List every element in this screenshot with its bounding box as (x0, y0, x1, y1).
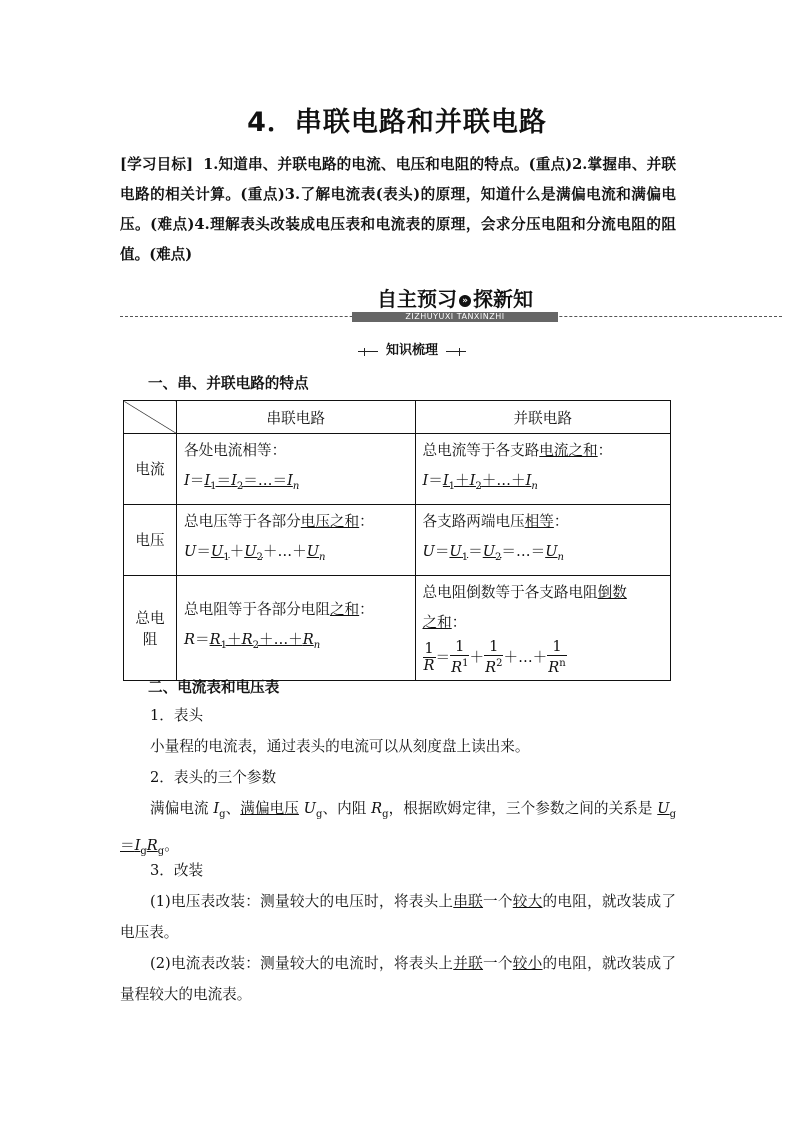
sub-heading-2: 2．表头的三个参数 (150, 769, 277, 786)
paragraph-2: 满偏电流 $I_g$、满偏电压 $U_g$、内阻 $R_g$，根据欧姆定律，三个参数之间的关系是 $U_g=I_gR_g$。 (120, 800, 676, 857)
cell-series-resistance (177, 575, 416, 680)
banner-tick-right (459, 348, 460, 356)
section-banner (120, 286, 782, 326)
series-res-text-b: ： (359, 600, 374, 618)
cell-parallel-current (415, 434, 671, 505)
section-heading-1: 一、串、并联电路的特点 (148, 375, 309, 392)
paragraph-4 (120, 948, 676, 1010)
series-res-text-u: 之和 (329, 600, 360, 618)
series-voltage-text-a: 总电压等于各部分 (184, 512, 301, 530)
parallel-res-formula: $\frac{1}{R}$ ＝ $\frac{1}{R^1}$ ＋ $\frac{1}{R^2}$ ＋…＋ $\frac{1}{R^n}$ (423, 638, 566, 677)
parallel-current-text (423, 436, 664, 466)
series-voltage-text (184, 507, 408, 537)
circuit-table (123, 400, 671, 681)
parallel-voltage-formula: $U=U_1=U_2=\dots=U_n$ (422, 542, 564, 563)
p2-a: 满偏电流 (150, 800, 209, 817)
goals-tag: [学习目标] (120, 156, 194, 173)
col-header-parallel: 并联电路 (415, 401, 671, 434)
parallel-res-text-u2: 之和 (422, 613, 452, 631)
p2-c: 、内阻 (322, 800, 367, 817)
series-voltage-text-b: ： (359, 512, 374, 530)
parallel-res-text-a: 总电阻倒数等于各支路电阻 (422, 583, 598, 601)
cell-parallel-voltage (415, 504, 671, 575)
series-current-formula: $I=I_1=I_2=\dots=I_n$ (184, 472, 300, 492)
table-row-voltage (124, 504, 671, 575)
table-row-current (124, 434, 671, 505)
p4-u1: 并联 (453, 955, 484, 972)
parallel-voltage-text-b: ： (553, 512, 569, 530)
series-voltage-text-u: 电压之和 (300, 512, 360, 530)
parallel-voltage-text (423, 507, 664, 537)
section-heading-2: 二、电流表和电压表 (148, 679, 280, 696)
goals-text: 1.知道串、并联电路的电流、电压和电阻的特点。(重点)2.掌握串、并联电路的相关计算。(重点)3.了解电流表(表头)的原理，知道什么是满偏电流和满偏电压。(难点)4.理解表头改装成电压表和电流表的原理，会求分压电阻和分流电阻的阻值。(难点) (120, 156, 676, 263)
banner-tick-left (364, 348, 365, 356)
p3-u2: 较大 (512, 893, 543, 910)
parallel-current-text-a: 总电流等于各支路 (422, 442, 540, 459)
paragraph-3 (120, 886, 676, 948)
p4-b: 一个 (483, 955, 513, 972)
parallel-voltage-text-u: 相等 (524, 512, 554, 530)
parallel-current-text-u: 电流之和 (539, 442, 598, 459)
fraction: $\frac{1}{R^1}$ (451, 638, 469, 677)
series-res-formula: $R=R_1+R_2+\dots+R_n$ (184, 630, 321, 651)
p4-a: (2)电流表改装：测量较大的电流时，将表头上 (150, 955, 454, 972)
parallel-current-text-b: ： (597, 442, 613, 459)
table-header-row (124, 401, 671, 434)
banner-arrow-icon: » (459, 295, 471, 307)
parallel-voltage-text-a: 各支路两端电压 (422, 512, 525, 530)
parallel-res-text-2 (423, 608, 664, 638)
parallel-res-text-u1: 倒数 (597, 583, 627, 601)
p3-b: 一个 (483, 893, 513, 910)
row-header-resistance (124, 575, 177, 680)
p3-c: 的电阻，就改装成了电压表。 (120, 893, 676, 941)
banner-left-text: 自主预习 (377, 287, 457, 311)
knowledge-banner (358, 341, 466, 361)
row-header-current: 电流 (124, 434, 177, 505)
series-res-text-a: 总电阻等于各部分电阻 (184, 600, 330, 618)
paragraph-1: 小量程的电流表，通过表头的电流可以从刻度盘上读出来。 (150, 738, 530, 755)
learning-goals (120, 150, 676, 270)
fraction: $\frac{1}{R}$ (423, 640, 435, 675)
page-title: 4．串联电路和并联电路 (247, 107, 547, 138)
banner-title (360, 286, 550, 312)
cell-series-current (177, 434, 416, 505)
p2-b: 、 (225, 800, 241, 817)
p2-e: 。 (164, 836, 179, 854)
sub-heading-3: 3．改装 (150, 862, 204, 879)
sub-heading-1: 1．表头 (150, 707, 204, 724)
p2-d: ，根据欧姆定律，三个参数之间的关系是 (388, 800, 653, 817)
p2-u: 满偏电压 (240, 800, 299, 817)
row-header-voltage: 电压 (124, 504, 177, 575)
row-header-resistance-b: 阻 (142, 630, 158, 648)
col-header-series: 串联电路 (177, 401, 416, 434)
p3-a: (1)电压表改装：测量较大的电压时，将表头上 (150, 893, 454, 910)
banner-pinyin: ZIZHUYUXI TANXINZHI (352, 312, 558, 322)
fraction: $\frac{1}{R^2}$ (485, 638, 503, 677)
p4-c: 的电阻，就改装成了量程较大的电流表。 (120, 955, 676, 1003)
fraction: $\frac{1}{R^n}$ (548, 638, 566, 677)
parallel-current-formula: $I=I_1+I_2+\dots+I_n$ (422, 472, 538, 492)
cell-parallel-resistance (415, 575, 671, 680)
knowledge-banner-text: 知识梳理 (378, 341, 446, 361)
banner-right-text: 探新知 (473, 287, 533, 311)
series-current-text: 各处电流相等： (184, 442, 287, 459)
cell-series-voltage (177, 504, 416, 575)
parallel-res-text-b: ： (451, 613, 467, 631)
row-header-resistance-a: 总电 (135, 609, 165, 627)
table-corner-cell (124, 401, 177, 434)
table-row-resistance (124, 575, 671, 680)
series-voltage-formula: $U=U_1+U_2+\dots+U_n$ (184, 542, 326, 563)
series-res-text (184, 595, 408, 625)
p4-u2: 较小 (512, 955, 543, 972)
parallel-res-text-1 (423, 578, 664, 608)
p3-u1: 串联 (453, 893, 484, 910)
